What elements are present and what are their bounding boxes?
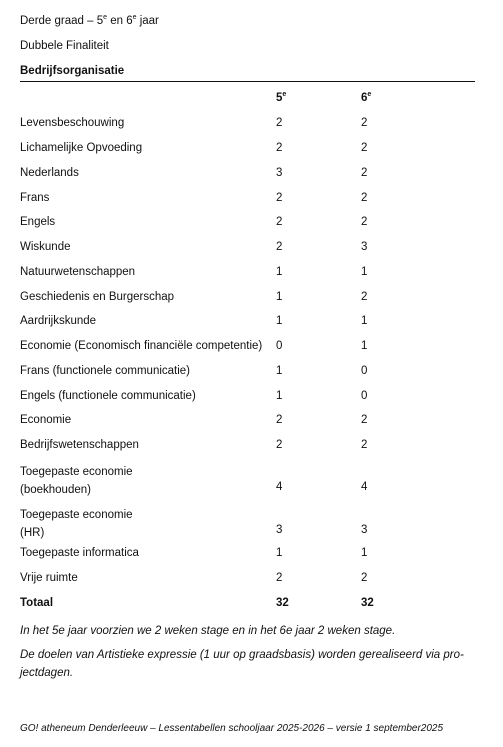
subject-name: Nederlands: [20, 167, 79, 179]
hours-5e: 2: [276, 142, 283, 154]
subject-name: Toegepaste economie (HR): [20, 509, 133, 539]
table-row: [20, 216, 475, 232]
subject-name: Lichamelijke Opvoeding: [20, 142, 143, 154]
col-header-5e: 5e: [276, 91, 287, 104]
table-row: [20, 117, 475, 133]
col-header-6e: 6e: [361, 91, 372, 104]
hours-6e: 2: [361, 291, 368, 303]
table-row: [20, 439, 475, 455]
subject-name: Natuurwetenschappen: [20, 266, 136, 278]
hours-6e: 0: [361, 365, 368, 377]
hours-6e: 1: [361, 266, 368, 278]
subject-name: Engels (functionele communicatie): [20, 390, 196, 402]
table-row: [20, 192, 475, 208]
total-row: [20, 597, 475, 613]
table-row: [20, 266, 475, 282]
hours-5e: 2: [276, 572, 283, 584]
hours-5e: 2: [276, 117, 283, 129]
subject-name: Frans: [20, 192, 50, 204]
table-row: [20, 547, 475, 563]
hours-6e: 1: [361, 340, 368, 352]
total-6e: 32: [361, 597, 374, 609]
subject-name: Bedrijfswetenschappen: [20, 439, 139, 451]
hours-5e: 2: [276, 439, 283, 451]
subject-name: Frans (functionele communicatie): [20, 365, 191, 377]
hours-5e: 2: [276, 216, 283, 228]
table-row: [20, 506, 475, 539]
table-row: [20, 291, 475, 307]
total-label: Totaal: [20, 597, 54, 609]
table-row: [20, 463, 475, 496]
subject-name: Levensbeschouwing: [20, 117, 125, 129]
finality-heading: Dubbele Finaliteit: [20, 40, 109, 52]
subject-name: Geschiedenis en Burgerschap: [20, 291, 175, 303]
hours-6e: 2: [361, 439, 368, 451]
hours-5e: 3: [276, 524, 283, 536]
table-row: [20, 241, 475, 257]
hours-5e: 2: [276, 414, 283, 426]
table-row: [20, 390, 475, 406]
hours-6e: 2: [361, 192, 368, 204]
hours-5e: 1: [276, 390, 283, 402]
hours-5e: 4: [276, 481, 283, 493]
page-footer: GO! atheneum Denderleeuw – Lessentabellen schooljaar 2025-2026 – versie 1 september2025: [20, 723, 444, 734]
hours-5e: 2: [276, 192, 283, 204]
table-row: [20, 315, 475, 331]
hours-5e: 1: [276, 266, 283, 278]
hours-6e: 1: [361, 547, 368, 559]
hours-5e: 3: [276, 167, 283, 179]
table-row: [20, 142, 475, 158]
subject-name: Toegepaste economie (boekhouden): [20, 466, 133, 496]
table-row: [20, 365, 475, 381]
program-title: Bedrijfsorganisatie: [20, 65, 125, 77]
hours-6e: 2: [361, 216, 368, 228]
hours-5e: 1: [276, 291, 283, 303]
subject-name: Wiskunde: [20, 241, 71, 253]
subject-name: Economie: [20, 414, 72, 426]
internship-note: In het 5e jaar voorzien we 2 weken stage en in het 6e jaar 2 weken stage.: [20, 625, 396, 637]
hours-6e: 1: [361, 315, 368, 327]
hours-5e: 1: [276, 315, 283, 327]
hours-6e: 4: [361, 481, 368, 493]
subject-name: Vrije ruimte: [20, 572, 78, 584]
art-note: De doelen van Artistieke expressie (1 uur op graadsbasis) worden gerealiseerd via pro- jectdagen.: [20, 649, 464, 679]
header-divider: [20, 81, 475, 82]
hours-6e: 2: [361, 117, 368, 129]
table-row: [20, 572, 475, 588]
grade-heading: Derde graad – 5e en 6e jaar: [20, 14, 159, 27]
subject-name: Toegepaste informatica: [20, 547, 139, 559]
hours-6e: 3: [361, 241, 368, 253]
table-row: [20, 414, 475, 430]
hours-6e: 2: [361, 142, 368, 154]
total-5e: 32: [276, 597, 289, 609]
hours-5e: 0: [276, 340, 283, 352]
subject-name: Aardrijkskunde: [20, 315, 97, 327]
hours-5e: 2: [276, 241, 283, 253]
hours-5e: 1: [276, 365, 283, 377]
hours-6e: 3: [361, 524, 368, 536]
hours-5e: 1: [276, 547, 283, 559]
table-row: [20, 167, 475, 183]
hours-6e: 2: [361, 167, 368, 179]
hours-6e: 0: [361, 390, 368, 402]
hours-6e: 2: [361, 414, 368, 426]
table-row: [20, 340, 475, 356]
subject-name: Economie (Economisch financiële competentie): [20, 340, 263, 352]
hours-6e: 2: [361, 572, 368, 584]
table-header-row: [20, 92, 475, 108]
subject-name: Engels: [20, 216, 56, 228]
